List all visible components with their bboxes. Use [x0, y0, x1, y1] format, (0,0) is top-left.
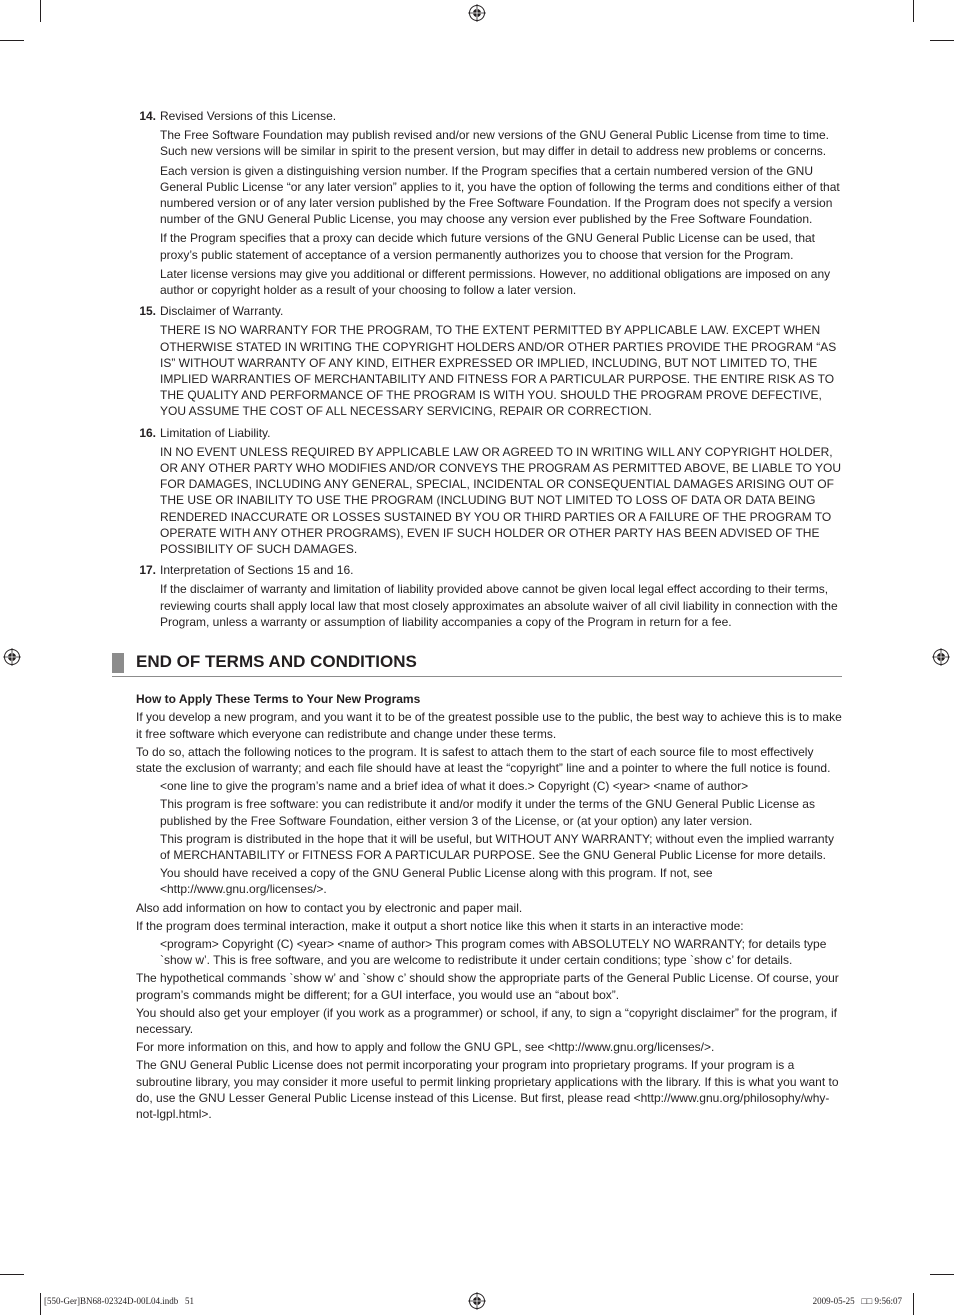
notice-text: You should have received a copy of the GNU General Public License along with this program. If not, see <http://www.gnu.org/licenses/>.: [160, 866, 713, 897]
section-heading: [136, 425, 842, 441]
section-title: Interpretation of Sections 15 and 16.: [160, 563, 354, 578]
apply-paragraph: You should also get your employer (if you work as a programmer) or school, if any, to sign a “copyright disclaimer” for the program, if necessary.: [136, 1005, 837, 1036]
apply-paragraph: The GNU General Public License does not permit incorporating your program into proprietary programs. If your program is a subroutine library, you may consider it more useful to permit linking proprietary applications with the library. If this is what you want to do, use the GNU Lesser General Public License instead of this License. But first, please read <http://www.gnu.org/philosophy/why-not-lgpl.html>.: [136, 1058, 839, 1121]
notice-text: This program is free software: you can redistribute it and/or modify it under the terms of the GNU General Public License as published by the Free Software Foundation, either version 3 of the License, or (at your option) any later version.: [160, 797, 815, 828]
crop-mark: [930, 40, 954, 41]
section-paragraph: Later license versions may give you additional or different permissions. However, no additional obligations are imposed on any author or copyright holder as a result of your choosing to follow a later version.: [160, 266, 831, 298]
apply-paragraph: For more information on this, and how to apply and follow the GNU GPL, see <http://www.gnu.org/licenses/>.: [136, 1040, 715, 1055]
section-paragraph: If the disclaimer of warranty and limitation of liability provided above cannot be given local legal effect according to their terms, reviewing courts shall apply local law that most closely approximates an absolute waiver of all civil liability in connection with the Program, unless a warranty or assumption of liability accompanies a copy of the Program in return for a fee.: [160, 582, 838, 629]
apply-paragraph: If you develop a new program, and you want it to be of the greatest possible use to the public, the best way to achieve this is to make it free software which everyone can redistribute and change under these terms.: [136, 710, 842, 741]
notice-text: This program is distributed in the hope that it will be useful, but WITHOUT ANY WARRANTY; without even the implied warranty of MERCHANTABILITY or FITNESS FOR A PARTICULAR PURPOSE. See the GNU General Public License for more details.: [160, 831, 834, 862]
section-number: 15.: [139, 304, 156, 319]
license-section-16: [136, 425, 842, 558]
section-title: Limitation of Liability.: [160, 425, 271, 440]
crop-mark: [0, 40, 24, 41]
apply-paragraph: Also add information on how to contact you by electronic and paper mail.: [136, 900, 523, 915]
end-of-terms-title: END OF TERMS AND CONDITIONS: [136, 652, 417, 672]
registration-mark-icon: [3, 648, 21, 666]
section-number: 16.: [139, 425, 156, 440]
section-paragraph: The Free Software Foundation may publish revised and/or new versions of the GNU General Public License from time to time. Such new versions will be similar in spirit to the present version, but may differ in detail to address new problems or concerns.: [160, 128, 829, 159]
section-paragraph: IN NO EVENT UNLESS REQUIRED BY APPLICABLE LAW OR AGREED TO IN WRITING WILL ANY COPYRIGHT HOLDER, OR ANY OTHER PARTY WHO MODIFIES AND/OR CONVEYS THE PROGRAM AS PERMITTED ABOVE, BE LIABLE TO YOU FOR DAMAGES, INCLUDING ANY GENERAL, SPECIAL, INCIDENTAL OR CONSEQUENTIAL DAMAGES ARISING OUT OF THE USE OR INABILITY TO USE THE PROGRAM (INCLUDING BUT NOT LIMITED TO LOSS OF DATA OR DATA BEING RENDERED INACCURATE OR LOSSES SUSTAINED BY YOU OR THIRD PARTIES OR A FAILURE OF THE PROGRAM TO OPERATE WITH ANY OTHER PROGRAMS), EVEN IF SUCH HOLDER OR OTHER PARTY HAS BEEN ADVISED OF THE POSSIBILITY OF SUCH DAMAGES.: [160, 444, 842, 557]
crop-mark: [0, 1274, 24, 1275]
notice-text: <program> Copyright (C) <year> <name of author> This program comes with ABSOLUTELY NO WARRANTY; for details type `show w’. This is free software, and you are welcome to redistribute it under certain conditions; type `show c’ for details.: [160, 936, 827, 968]
license-section-17: [136, 562, 842, 630]
registration-mark-icon: [468, 1292, 486, 1310]
section-title: Revised Versions of this License.: [160, 109, 337, 123]
registration-mark-icon: [932, 648, 950, 666]
apply-paragraph: To do so, attach the following notices to the program. It is safest to attach them to the start of each source file to most effectively state the exclusion of warranty; and each file should have at least the “copyright” line and a pointer to where the full notice is found.: [136, 744, 831, 775]
crop-mark: [913, 1293, 914, 1315]
section-heading: [136, 562, 842, 578]
license-section-15: [136, 303, 842, 419]
footer-timestamp: 2009-05-25 □□ 9:56:07: [812, 1296, 902, 1306]
section-title: Disclaimer of Warranty.: [160, 304, 284, 319]
license-page-content: [136, 108, 842, 1124]
crop-mark: [40, 0, 41, 22]
crop-mark: [913, 0, 914, 22]
license-section-14: [136, 108, 842, 298]
crop-mark: [930, 1274, 954, 1275]
section-heading: [136, 303, 842, 319]
registration-mark-icon: [468, 4, 486, 22]
apply-paragraph: If the program does terminal interaction, make it output a short notice like this when it starts in an interactive mode:: [136, 918, 744, 933]
footer-file-info: [550-Ger]BN68-02324D-00L04.indb 51: [44, 1296, 194, 1306]
section-paragraph: If the Program specifies that a proxy can decide which future versions of the GNU General Public License can be used, that proxy’s public statement of acceptance of a version permanently authorizes you to choose that version for the Program.: [160, 231, 816, 262]
how-to-apply-title: How to Apply These Terms to Your New Programs: [136, 692, 421, 707]
end-of-terms-heading: [112, 650, 842, 677]
section-number: 14.: [139, 109, 156, 123]
section-number: 17.: [139, 563, 156, 578]
how-to-apply-section: [136, 691, 842, 1122]
section-heading: [136, 108, 842, 124]
notice-text: <one line to give the program’s name and a brief idea of what it does.> Copyright (C) <year> <name of author>: [160, 779, 749, 794]
apply-paragraph: The hypothetical commands `show w’ and `show c’ should show the appropriate parts of the General Public License. Of course, your program’s commands might be different; for a GUI interface, you would use an “about box”.: [136, 971, 839, 1002]
section-paragraph: THERE IS NO WARRANTY FOR THE PROGRAM, TO THE EXTENT PERMITTED BY APPLICABLE LAW. EXCEPT WHEN OTHERWISE STATED IN WRITING THE COPYRIGHT HOLDERS AND/OR OTHER PARTIES PROVIDE THE PROGRAM “AS IS” WITHOUT WARRANTY OF ANY KIND, EITHER EXPRESSED OR IMPLIED, INCLUDING, BUT NOT LIMITED TO, THE IMPLIED WARRANTIES OF MERCHANTABILITY AND FITNESS FOR A PARTICULAR PURPOSE. THE ENTIRE RISK AS TO THE QUALITY AND PERFORMANCE OF THE PROGRAM IS WITH YOU. SHOULD THE PROGRAM PROVE DEFECTIVE, YOU ASSUME THE COST OF ALL NECESSARY SERVICING, REPAIR OR CORRECTION.: [160, 323, 837, 419]
section-paragraph: Each version is given a distinguishing version number. If the Program specifies that a certain numbered version of the GNU General Public License “or any later version” applies to it, you have the option of following the terms and conditions either of that numbered version or of any later version published by the Free Software Foundation. If the Program does not specify a version number of the GNU General Public License, you may choose any version ever published by the Free Software Foundation.: [160, 163, 840, 227]
heading-marker-bar: [112, 653, 124, 673]
crop-mark: [40, 1293, 41, 1315]
